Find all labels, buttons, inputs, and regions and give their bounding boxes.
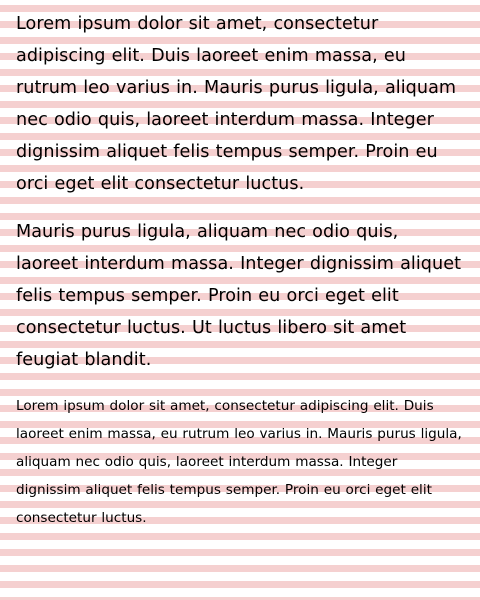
paragraph-2: Mauris purus ligula, aliquam nec odio quis, laoreet interdum massa. Integer dignissim aliquet felis tempus semper. Proin eu orci eget elit consectetur luctus. Ut luctus libero sit amet feugiat blandit. xyxy=(16,222,462,370)
paragraph-1: Lorem ipsum dolor sit amet, consectetur adipiscing elit. Duis laoreet enim massa, eu rutrum leo varius in. Mauris purus ligula, aliquam nec odio quis, laoreet interdum massa. Integer dignissim aliquet felis tempus semper. Proin eu orci eget elit consectetur luctus. xyxy=(16,14,457,194)
paragraph-3: Lorem ipsum dolor sit amet, consectetur adipiscing elit. Duis laoreet enim massa, eu rutrum leo varius in. Mauris purus ligula, aliquam nec odio quis, laoreet interdum massa. Integer dignissim aliquet felis tempus semper. Proin eu orci eget elit consectetur luctus. xyxy=(16,398,462,526)
